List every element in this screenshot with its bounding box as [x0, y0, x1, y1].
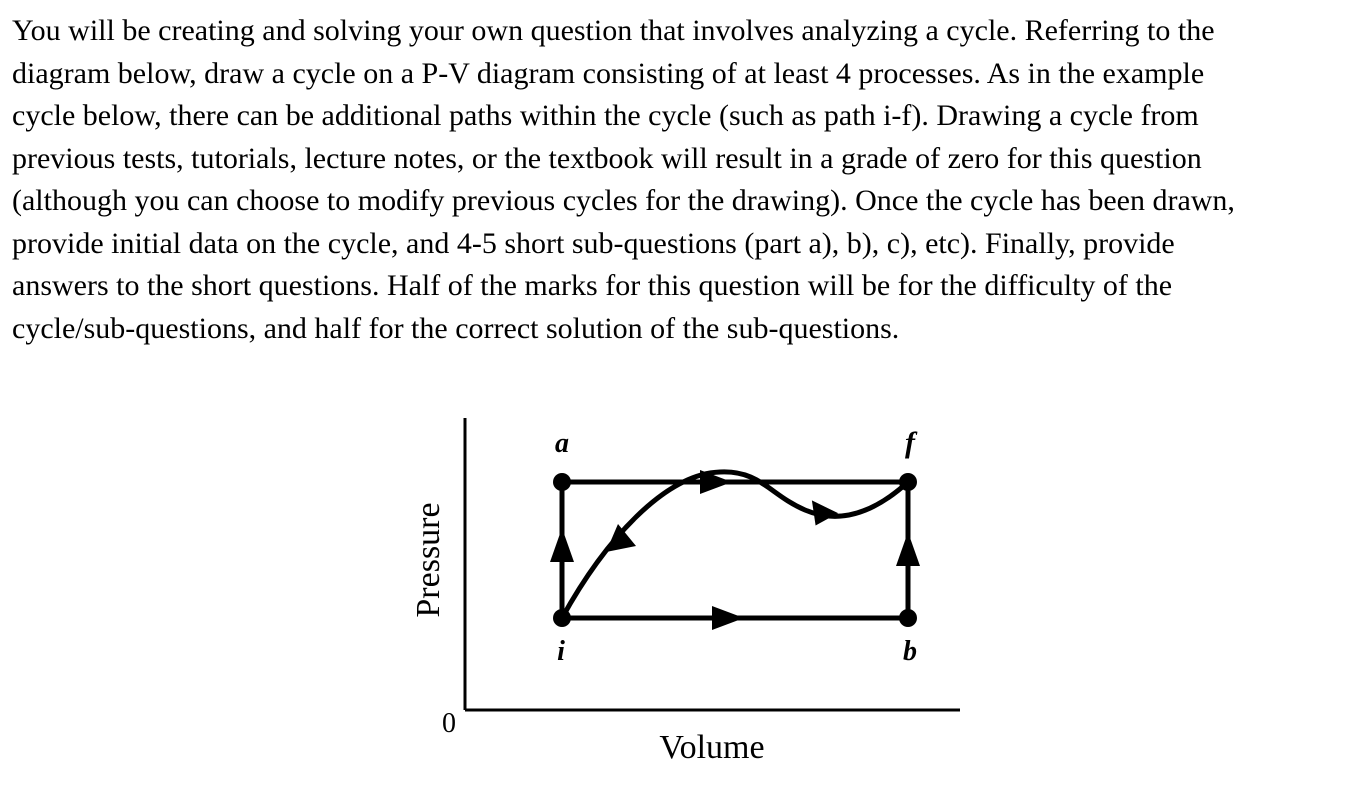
y-axis-label: Pressure — [410, 502, 447, 618]
question-line: previous tests, tutorials, lecture notes, or the textbook will result in a grade of zero for this question — [12, 141, 1202, 175]
point-label-i: i — [557, 636, 565, 667]
point-b — [899, 609, 917, 627]
arrow-curve-lower — [606, 524, 636, 552]
point-f — [899, 473, 917, 491]
question-line: cycle below, there can be additional paths within the cycle (such as path i-f). Drawing a cycle from — [12, 99, 1199, 132]
question-line: cycle/sub-questions, and half for the correct solution of the sub-questions. — [12, 311, 900, 345]
question-line: You will be creating and solving your own question that involves analyzing a cycle. Referring to the — [12, 14, 1215, 47]
point-label-f: f — [905, 426, 915, 459]
question-line: answers to the short questions. Half of the marks for this question will be for the difficulty of the — [12, 269, 1173, 302]
question-line: provide initial data on the cycle, and 4-5 short sub-questions (part a), b), c), etc). Finally, provide — [12, 226, 1175, 260]
x-axis-label: Volume — [659, 729, 765, 766]
arrow-i-b — [712, 606, 744, 630]
question-line: diagram below, draw a cycle on a P-V diagram consisting of at least 4 processes. As in the example — [12, 56, 1205, 90]
origin-label: 0 — [442, 708, 456, 739]
point-a — [553, 473, 571, 491]
arrow-i-a — [550, 528, 574, 562]
arrow-b-f — [896, 532, 920, 566]
point-label-b: b — [903, 636, 917, 667]
question-line: (although you can choose to modify previous cycles for the drawing). Once the cycle has been drawn, — [12, 184, 1235, 217]
point-i — [553, 609, 571, 627]
point-label-a: a — [555, 428, 569, 459]
